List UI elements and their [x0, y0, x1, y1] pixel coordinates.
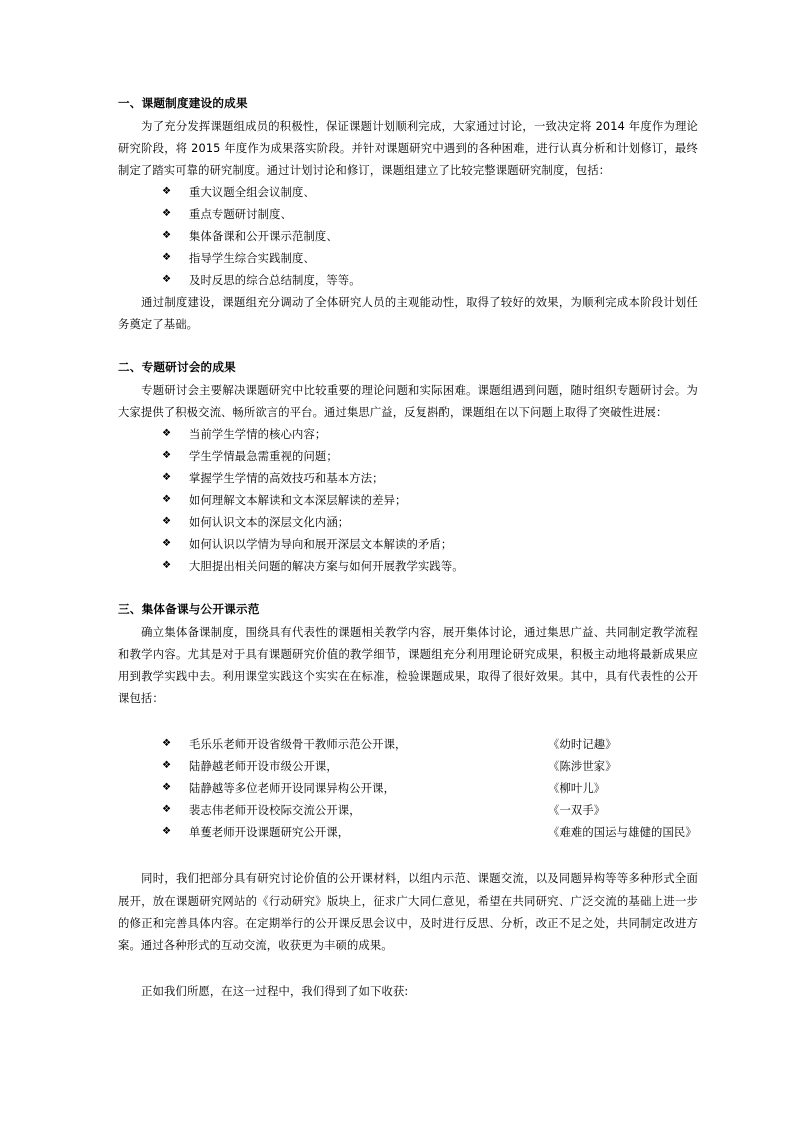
list-item: [118, 778, 698, 800]
list-item: [118, 556, 698, 578]
list-item: [118, 446, 698, 468]
list-item: [118, 534, 698, 556]
list-item-label: 重大议题全组会议制度、: [189, 186, 315, 200]
list-item-label: 集体备课和公开课示范制度、: [189, 230, 338, 244]
diamond-bullet-icon: ❖: [162, 538, 172, 550]
diamond-bullet-icon: ❖: [162, 782, 172, 794]
list-item: [118, 468, 698, 490]
diamond-bullet-icon: ❖: [162, 804, 172, 816]
diamond-bullet-icon: ❖: [162, 274, 172, 286]
diamond-bullet-icon: ❖: [162, 826, 172, 838]
course-title-label: 《难难的国运与雄健的国民》: [548, 826, 697, 840]
diamond-bullet-icon: ❖: [162, 760, 172, 772]
section-1-bullet-list: [118, 182, 698, 292]
section-3-paragraph-2: 同时，我们把部分具有研究讨论价值的公开课材料，以组内示范、课题交流，以及同题异构等等多种形式全面展开，放在课题研究网站的《行动研究》版块上，征求广大同仁意见，希望在共同研究、广泛交流的基础上进一步的修正和完善具体内容。在定期举行的公开课反思会议中，及时进行反思、分析，改正不足之处，共同制定改进方案。通过各种形式的互动交流，收获更为丰硕的成果。: [118, 872, 698, 952]
list-item: [118, 270, 698, 292]
list-item-label: 掌握学生学情的高效技巧和基本方法；: [189, 472, 384, 486]
list-item-label: 学生学情最急需重视的问题；: [189, 450, 338, 464]
list-item-label: 当前学生学情的核心内容；: [189, 428, 327, 442]
section-spacer: [118, 578, 698, 598]
diamond-bullet-icon: ❖: [162, 428, 172, 440]
list-item-label: 大胆提出相关问题的解决方案与如何开展教学实践等。: [189, 560, 464, 574]
diamond-bullet-icon: ❖: [162, 516, 172, 528]
section-2-bullet-list: [118, 424, 698, 578]
section-1-paragraph-2: 通过制度建设，课题组充分调动了全体研究人员的主观能动性，取得了较好的效果，为顺利完成本阶段计划任务奠定了基础。: [118, 296, 698, 332]
section-3-course-list: [118, 734, 698, 844]
list-item: [118, 490, 698, 512]
section-2-paragraph-1: 专题研讨会主要解决课题研究中比较重要的理论问题和实际困难。课题组遇到问题，随时组织专题研讨会。为大家提供了积极交流、畅所欲言的平台。通过集思广益，反复斟酌，课题组在以下问题上取得了突破性进展：: [118, 384, 698, 420]
list-item-label: 如何认识文本的深层文化内涵；: [189, 516, 350, 530]
list-item-label: 及时反思的综合总结制度，等等。: [189, 274, 361, 288]
diamond-bullet-icon: ❖: [162, 208, 172, 220]
list-item: [118, 226, 698, 248]
diamond-bullet-icon: ❖: [162, 252, 172, 264]
course-title-label: 《一双手》: [548, 804, 606, 818]
list-item-label: 重点专题研讨制度、: [189, 208, 293, 222]
diamond-bullet-icon: ❖: [162, 450, 172, 462]
section-3-paragraph-1: 确立集体备课制度，围绕具有代表性的课题相关教学内容，展开集体讨论，通过集思广益、共同制定教学流程和教学内容。尤其是对于具有课题研究价值的教学细节，课题组充分利用理论研究成果，积极主动地将最新成果应用到教学实践中去。利用课堂实践这个实实在在标准，检验课题成果，取得了很好效果。其中，具有代表性的公开课包括：: [118, 626, 698, 706]
list-item-label: 如何理解文本解读和文本深层解读的差异；: [189, 494, 407, 508]
diamond-bullet-icon: ❖: [162, 472, 172, 484]
diamond-bullet-icon: ❖: [162, 186, 172, 198]
section-3-paragraph-3: 正如我们所愿，在这一过程中，我们得到了如下收获:: [141, 984, 409, 998]
section-heading-2: 二、专题研讨会的成果: [118, 360, 236, 375]
paragraph-spacer: [118, 957, 698, 981]
course-teacher-label: 单蒦老师开设课题研究公开课，: [189, 826, 350, 840]
course-teacher-label: 裴志伟老师开设校际交流公开课，: [189, 804, 361, 818]
diamond-bullet-icon: ❖: [162, 738, 172, 750]
list-spacer: [118, 844, 698, 868]
course-teacher-label: 毛乐乐老师开设省级骨干教师示范公开课，: [189, 738, 407, 752]
list-item: [118, 800, 698, 822]
diamond-bullet-icon: ❖: [162, 494, 172, 506]
section-heading-3: 三、集体备课与公开课示范: [118, 602, 260, 617]
list-item: [118, 756, 698, 778]
list-item: [118, 512, 698, 534]
list-item: [118, 424, 698, 446]
section-heading-1: 一、课题制度建设的成果: [118, 96, 248, 110]
section-spacer: [118, 336, 698, 356]
course-title-label: 《柳叶儿》: [548, 782, 606, 796]
course-teacher-label: 陆静越老师开设市级公开课，: [189, 760, 338, 774]
list-item: [118, 734, 698, 756]
list-spacer: [118, 710, 698, 734]
course-title-label: 《幼时记趣》: [548, 738, 617, 752]
list-item: [118, 248, 698, 270]
diamond-bullet-icon: ❖: [162, 560, 172, 572]
list-item: [118, 182, 698, 204]
list-item-label: 指导学生综合实践制度、: [189, 252, 315, 266]
list-item-label: 如何认识以学情为导向和展开深层文本解读的矛盾；: [189, 538, 453, 552]
diamond-bullet-icon: ❖: [162, 230, 172, 242]
document-body: [118, 92, 698, 1003]
list-item: [118, 822, 698, 844]
course-title-label: 《陈涉世家》: [548, 760, 617, 774]
list-item: [118, 204, 698, 226]
course-teacher-label: 陆静越等多位老师开设同课异构公开课，: [189, 782, 396, 796]
section-1-paragraph-1: 为了充分发挥课题组成员的积极性，保证课题计划顺利完成，大家通过讨论，一致决定将 2014 年度作为理论研究阶段，将 2015 年度作为成果落实阶段。并针对课题研究中遇到的各种困难，进行认真分析和计划修订，最终制定了踏实可靠的研究制度。通过计划讨论和修订，课题组建立了比较完整课题研究制度，包括：: [118, 120, 698, 178]
